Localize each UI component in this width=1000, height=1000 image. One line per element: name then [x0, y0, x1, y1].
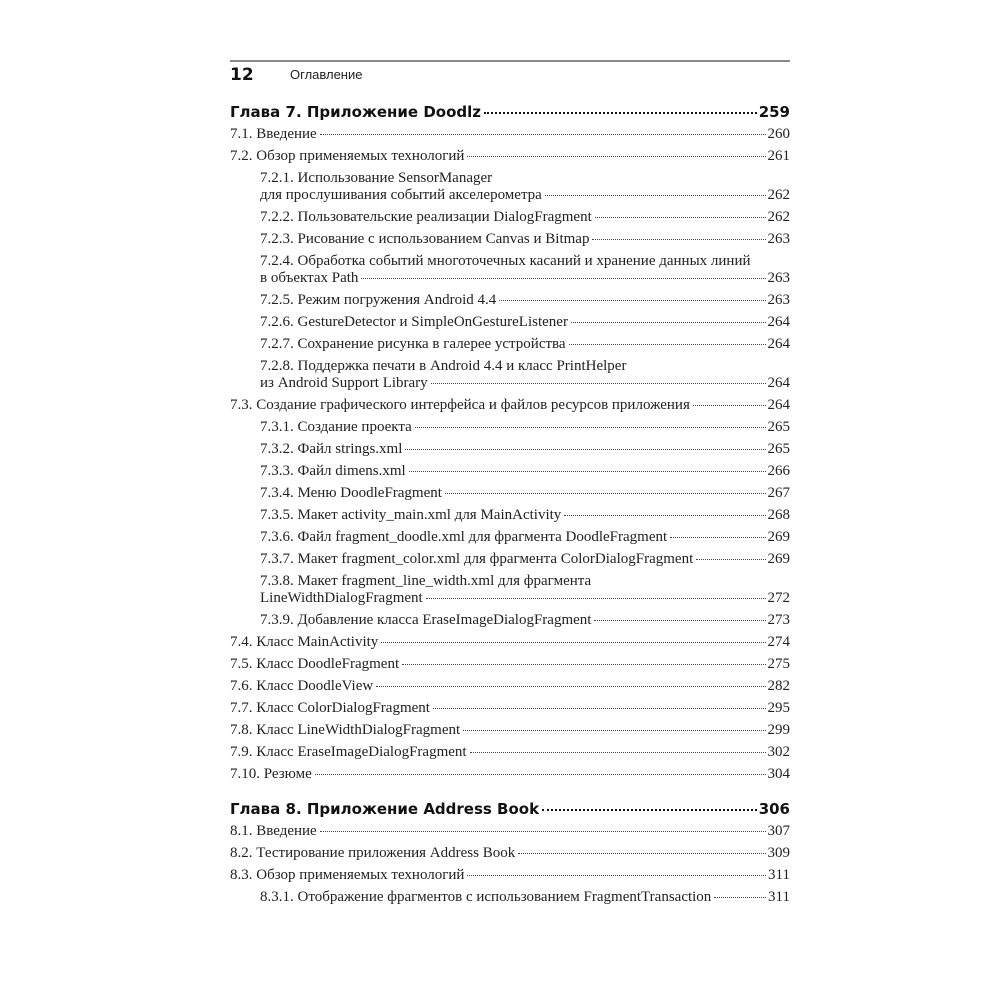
dot-leader [415, 427, 766, 428]
toc-entry-line [230, 148, 790, 165]
toc-page-number: 262 [767, 209, 790, 225]
toc-entry[interactable] [230, 165, 790, 204]
toc-entry-line [230, 104, 790, 121]
toc-entry-line [260, 270, 790, 287]
dot-leader [463, 730, 765, 731]
dot-leader [467, 156, 765, 157]
page-number: 12 [230, 65, 254, 85]
toc-page-number: 295 [767, 700, 790, 716]
toc-entry-line [230, 656, 790, 673]
toc-entry-line [260, 253, 790, 270]
toc-entry-title: Глава 7. Приложение Doodlz [230, 103, 481, 121]
dot-leader [426, 598, 766, 599]
toc-entry[interactable] [230, 353, 790, 392]
toc-entry-title: для прослушивания событий акселерометра [260, 187, 542, 203]
toc-entry-line [230, 823, 790, 840]
toc-entry[interactable] [230, 651, 790, 673]
toc-entry-line [260, 590, 790, 607]
toc-page-number: 259 [758, 103, 790, 121]
dot-leader [361, 278, 765, 279]
toc-entry[interactable] [230, 695, 790, 717]
toc-page-number: 263 [767, 292, 790, 308]
toc-page-number: 311 [768, 889, 790, 905]
toc-entry-title: 7.3.1. Создание проекта [260, 419, 412, 435]
toc-entry[interactable] [230, 436, 790, 458]
toc-entry-title: 7.3.8. Макет fragment_line_width.xml для фрагмента [260, 573, 592, 589]
toc-entry[interactable] [230, 546, 790, 568]
toc-entry[interactable] [230, 884, 790, 906]
toc-page-number: 282 [767, 678, 790, 694]
toc-entry-line [230, 744, 790, 761]
toc-entry-title: 8.1. Введение [230, 823, 317, 839]
toc-entry[interactable] [230, 502, 790, 524]
toc-entry-title: 7.3.3. Файл dimens.xml [260, 463, 406, 479]
toc-entry-line [230, 678, 790, 695]
toc-entry-title: 8.2. Тестирование приложения Address Book [230, 845, 516, 861]
toc-page-number: 304 [767, 766, 790, 782]
toc-entry[interactable] [230, 840, 790, 862]
toc-entry[interactable] [230, 480, 790, 502]
toc-page-number: 263 [767, 270, 790, 286]
toc-page-number: 273 [767, 612, 790, 628]
toc-entry[interactable] [230, 458, 790, 480]
toc-page-number: 265 [767, 419, 790, 435]
dot-leader [569, 344, 766, 345]
toc-entry[interactable] [230, 717, 790, 739]
toc-entry[interactable] [230, 607, 790, 629]
toc-entry[interactable] [230, 121, 790, 143]
toc-entry-line [230, 766, 790, 783]
toc-entry-line [260, 209, 790, 226]
dot-leader [714, 897, 766, 898]
toc-entry[interactable] [230, 331, 790, 353]
toc-entry-line [230, 845, 790, 862]
dot-leader [376, 686, 765, 687]
dot-leader [545, 195, 766, 196]
dot-leader [518, 853, 765, 854]
toc-entry-line [260, 419, 790, 436]
toc-chapter-entry[interactable] [230, 99, 790, 121]
toc-page-number: 264 [767, 375, 790, 391]
toc-entry[interactable] [230, 287, 790, 309]
toc-page-number: 263 [767, 231, 790, 247]
dot-leader [431, 383, 766, 384]
toc-entry-line [260, 551, 790, 568]
toc-entry-title: 7.3.5. Макет activity_main.xml для MainActivity [260, 507, 562, 523]
dot-leader [320, 831, 766, 832]
toc-entry[interactable] [230, 204, 790, 226]
dot-leader [693, 405, 766, 406]
toc-entry[interactable] [230, 629, 790, 651]
dot-leader [315, 774, 766, 775]
toc-page-number: 260 [767, 126, 790, 142]
dot-leader [433, 708, 766, 709]
toc-entry-line [260, 612, 790, 629]
toc-entry-title: 8.3. Обзор применяемых технологий [230, 867, 465, 883]
toc-entry-line [230, 397, 790, 414]
toc-entry-title: 7.7. Класс ColorDialogFragment [230, 700, 430, 716]
toc-entry-title: 8.3.1. Отображение фрагментов с использованием FragmentTransaction [260, 889, 712, 905]
table-of-contents [230, 99, 790, 906]
toc-entry[interactable] [230, 414, 790, 436]
dot-leader [405, 449, 765, 450]
toc-page-number: 269 [767, 529, 790, 545]
dot-leader [409, 471, 766, 472]
toc-page-number: 264 [767, 397, 790, 413]
dot-leader [564, 515, 765, 516]
toc-entry-line [230, 700, 790, 717]
dot-leader [381, 642, 765, 643]
toc-entry[interactable] [230, 673, 790, 695]
toc-entry-title: 7.9. Класс EraseImageDialogFragment [230, 744, 467, 760]
toc-entry-line [260, 889, 790, 906]
dot-leader [594, 620, 765, 621]
toc-entry-title: 7.2.7. Сохранение рисунка в галерее устройства [260, 336, 566, 352]
toc-entry-line [260, 358, 790, 375]
toc-page-number: 299 [767, 722, 790, 738]
toc-entry-line [260, 375, 790, 392]
toc-page-number: 302 [767, 744, 790, 760]
toc-page-number: 274 [767, 634, 790, 650]
dot-leader [484, 112, 757, 114]
toc-entry-line [260, 314, 790, 331]
toc-page-number: 266 [767, 463, 790, 479]
toc-page-number: 269 [767, 551, 790, 567]
toc-entry[interactable] [230, 862, 790, 884]
dot-leader [320, 134, 766, 135]
toc-entry-line [230, 126, 790, 143]
header-rule [230, 60, 790, 62]
toc-entry-title: 7.6. Класс DoodleView [230, 678, 374, 694]
toc-page-number: 306 [758, 800, 790, 818]
toc-entry-line [260, 485, 790, 502]
toc-entry-title: 7.1. Введение [230, 126, 317, 142]
dot-leader [696, 559, 765, 560]
toc-page-number: 309 [767, 845, 790, 861]
toc-page-number: 264 [767, 336, 790, 352]
toc-entry-line [260, 507, 790, 524]
toc-entry-title: 7.2.8. Поддержка печати в Android 4.4 и класс PrintHelper [260, 358, 627, 374]
dot-leader [542, 809, 757, 811]
toc-chapter-entry[interactable] [230, 796, 790, 818]
toc-entry-line [260, 187, 790, 204]
running-title: Оглавление [290, 67, 363, 82]
toc-entry-title: 7.2.1. Использование SensorManager [260, 170, 493, 186]
dot-leader [592, 239, 765, 240]
dot-leader [499, 300, 765, 301]
toc-page-number: 265 [767, 441, 790, 457]
toc-entry-title: 7.3.2. Файл strings.xml [260, 441, 403, 457]
toc-page-number: 267 [767, 485, 790, 501]
dot-leader [467, 875, 766, 876]
toc-entry[interactable] [230, 392, 790, 414]
dot-leader [445, 493, 766, 494]
toc-entry-title: 7.3.7. Макет fragment_color.xml для фрагмента ColorDialogFragment [260, 551, 694, 567]
toc-entry-line [260, 231, 790, 248]
toc-entry[interactable] [230, 761, 790, 783]
toc-page-number: 307 [767, 823, 790, 839]
toc-entry-title: 7.2.2. Пользовательские реализации DialogFragment [260, 209, 592, 225]
toc-entry-title: 7.10. Резюме [230, 766, 312, 782]
toc-entry[interactable] [230, 818, 790, 840]
toc-entry-title: 7.8. Класс LineWidthDialogFragment [230, 722, 461, 738]
toc-entry-title: 7.4. Класс MainActivity [230, 634, 379, 650]
toc-entry[interactable] [230, 248, 790, 287]
toc-entry-title: 7.3.6. Файл fragment_doodle.xml для фрагмента DoodleFragment [260, 529, 668, 545]
toc-entry[interactable] [230, 309, 790, 331]
toc-page-number: 264 [767, 314, 790, 330]
toc-entry-title: 7.3.9. Добавление класса EraseImageDialogFragment [260, 612, 592, 628]
toc-entry-line [230, 722, 790, 739]
dot-leader [571, 322, 766, 323]
toc-page-number: 275 [767, 656, 790, 672]
dot-leader [670, 537, 765, 538]
toc-entry-line [260, 336, 790, 353]
toc-entry-title: Глава 8. Приложение Address Book [230, 800, 540, 818]
toc-entry-title: 7.2.5. Режим погружения Android 4.4 [260, 292, 497, 308]
toc-entry-title: 7.2.4. Обработка событий многоточечных касаний и хранение данных линий [260, 253, 751, 269]
dot-leader [402, 664, 765, 665]
toc-entry-title: 7.3. Создание графического интерфейса и файлов ресурсов приложения [230, 397, 690, 413]
toc-entry-title: 7.2. Обзор применяемых технологий [230, 148, 465, 164]
toc-entry[interactable] [230, 568, 790, 607]
toc-page-number: 268 [767, 507, 790, 523]
toc-entry-title: 7.3.4. Меню DoodleFragment [260, 485, 442, 501]
toc-entry-line [260, 170, 790, 187]
toc-entry-title: 7.2.3. Рисование с использованием Canvas и Bitmap [260, 231, 590, 247]
toc-page-number: 272 [767, 590, 790, 606]
dot-leader [470, 752, 766, 753]
toc-entry-title: в объектах Path [260, 270, 359, 286]
toc-entry-line [260, 441, 790, 458]
toc-entry[interactable] [230, 739, 790, 761]
toc-entry-line [260, 292, 790, 309]
toc-entry-line [230, 867, 790, 884]
toc-entry-title: из Android Support Library [260, 375, 428, 391]
toc-entry-line [260, 529, 790, 546]
toc-entry-title: LineWidthDialogFragment [260, 590, 423, 606]
toc-entry[interactable] [230, 226, 790, 248]
toc-entry-line [230, 801, 790, 818]
toc-entry-title: 7.5. Класс DoodleFragment [230, 656, 400, 672]
dot-leader [595, 217, 766, 218]
toc-entry[interactable] [230, 524, 790, 546]
toc-page-number: 261 [767, 148, 790, 164]
toc-entry-line [230, 634, 790, 651]
toc-entry-line [260, 463, 790, 480]
toc-page-number: 262 [767, 187, 790, 203]
toc-entry-title: 7.2.6. GestureDetector и SimpleOnGestureListener [260, 314, 568, 330]
toc-entry[interactable] [230, 143, 790, 165]
toc-entry-line [260, 573, 790, 590]
toc-page-number: 311 [768, 867, 790, 883]
